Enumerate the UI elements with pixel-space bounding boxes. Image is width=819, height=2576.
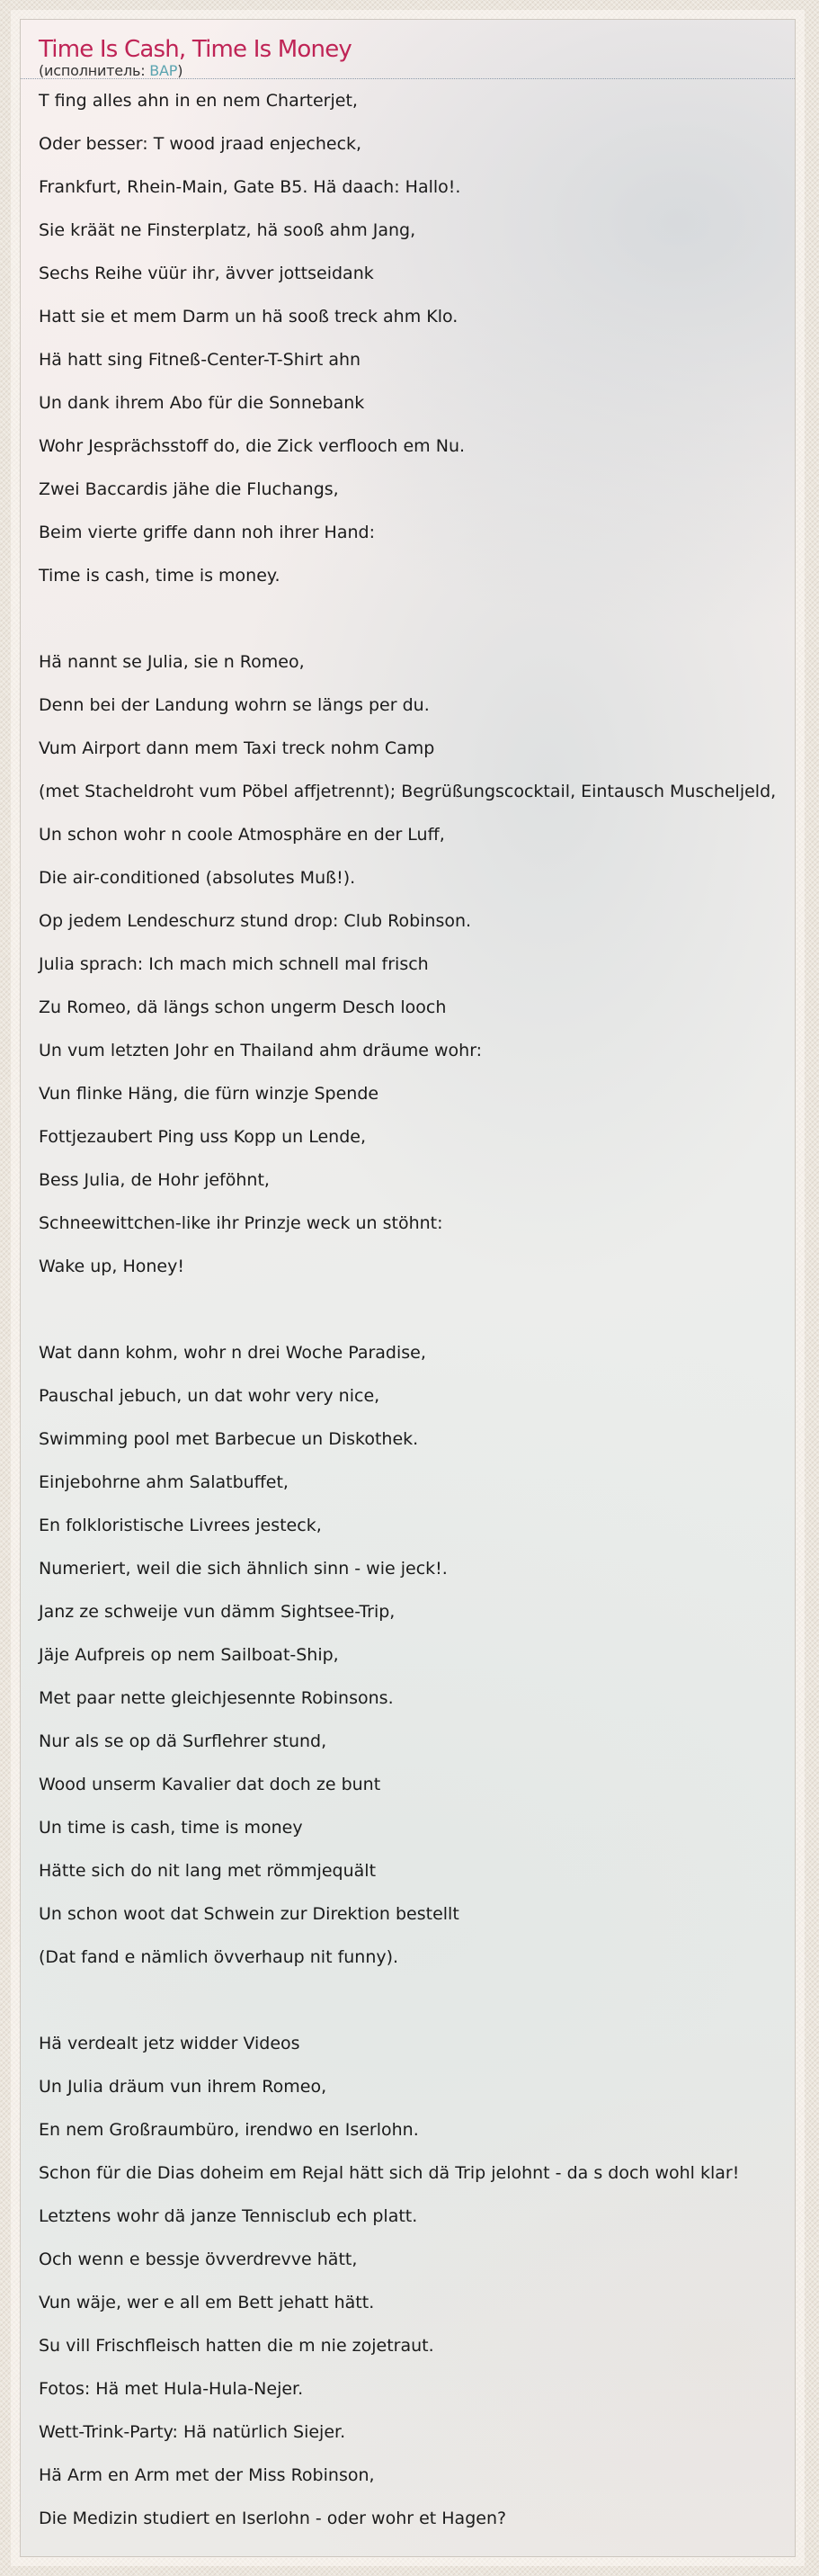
lyric-line: Un dank ihrem Abo für die Sonnebank — [39, 393, 365, 413]
lyric-line: Un vum letzten Johr en Thailand ahm dräume wohr: — [39, 1041, 483, 1060]
lyric-line: Hä verdealt jetz widder Videos — [39, 2034, 300, 2053]
lyric-line: Un schon woot dat Schwein zur Direktion bestellt — [39, 1904, 459, 1924]
lyric-line: Jäje Aufpreis op nem Sailboat-Ship, — [39, 1645, 339, 1665]
lyric-line: Time is cash, time is money. — [39, 566, 280, 586]
lyric-line: Vum Airport dann mem Taxi treck nohm Camp — [39, 738, 435, 758]
lyric-line: Met paar nette gleichjesennte Robinsons. — [39, 1688, 394, 1708]
lyric-line: Och wenn e bessje övverdrevve hätt, — [39, 2250, 358, 2269]
lyric-line: Letztens wohr dä janze Tennisclub ech platt. — [39, 2206, 418, 2226]
lyric-line: Su vill Frischfleisch hatten die m nie zojetraut. — [39, 2336, 434, 2356]
lyric-line: Oder besser: T wood jraad enjecheck, — [39, 134, 362, 154]
song-header — [21, 20, 795, 79]
lyric-line: En folkloristische Livrees jesteck, — [39, 1516, 322, 1535]
lyric-line: Schon für die Dias doheim em Rejal hätt sich dä Trip jelohnt - da s doch wohl klar! — [39, 2163, 740, 2183]
stanza-gap — [39, 1979, 795, 2022]
lyric-line: Hätte sich do nit lang met römmjequält — [39, 1861, 377, 1881]
lyric-line: Julia sprach: Ich mach mich schnell mal frisch — [39, 954, 429, 974]
artist-line — [39, 63, 782, 78]
lyric-line: Wake up, Honey! — [39, 1257, 184, 1276]
lyric-line: Fotos: Hä met Hula-Hula-Nejer. — [39, 2379, 304, 2399]
stanza-gap — [39, 597, 795, 640]
lyric-line: Sie kräät ne Finsterplatz, hä sooß ahm Jang, — [39, 220, 416, 240]
lyric-line: Un schon wohr n coole Atmosphäre en der Luff, — [39, 825, 445, 845]
lyric-line: Die air-conditioned (absolutes Muß!). — [39, 868, 356, 888]
lyric-line: Hä nannt se Julia, sie n Romeo, — [39, 652, 305, 672]
lyric-line: Op jedem Lendeschurz stund drop: Club Robinson. — [39, 911, 472, 931]
lyric-line: Schneewittchen-like ihr Prinzje weck un stöhnt: — [39, 1213, 443, 1233]
lyric-line: Wohr Jesprächsstoff do, die Zick verflooch em Nu. — [39, 436, 466, 456]
lyrics-card — [20, 19, 796, 2557]
lyric-line: Un Julia dräum vun ihrem Romeo, — [39, 2077, 327, 2097]
lyric-line: Hä Arm en Arm met der Miss Robinson, — [39, 2465, 375, 2485]
lyric-line: Un time is cash, time is money — [39, 1818, 303, 1838]
lyric-line: Einjebohrne ahm Salatbuffet, — [39, 1472, 289, 1492]
artist-suffix: ) — [177, 62, 183, 79]
lyric-line: Pauschal jebuch, un dat wohr very nice, — [39, 1386, 380, 1406]
lyric-line: Sechs Reihe vüür ihr, ävver jottseidank — [39, 264, 374, 283]
lyric-line: T fing alles ahn in en nem Charterjet, — [39, 91, 358, 111]
lyric-line: Nur als se op dä Surflehrer stund, — [39, 1731, 327, 1751]
lyric-line: Wat dann kohm, wohr n drei Woche Paradise, — [39, 1343, 426, 1363]
lyric-line: Numeriert, weil die sich ähnlich sinn - wie jeck!. — [39, 1559, 448, 1579]
lyrics — [21, 79, 795, 2556]
lyric-line: Fottjezaubert Ping uss Kopp un Lende, — [39, 1127, 366, 1147]
lyric-line: (Dat fand e nämlich övverhaup nit funny). — [39, 1947, 399, 1967]
lyric-line: Vun wäje, wer e all em Bett jehatt hätt. — [39, 2293, 375, 2312]
lyric-line: (met Stacheldroht vum Pöbel affjetrennt); Begrüßungscocktail, Eintausch Muscheljeld, — [39, 782, 777, 801]
artist-label: (исполнитель: — [39, 62, 150, 79]
lyric-line: Swimming pool met Barbecue un Diskothek. — [39, 1429, 419, 1449]
song-title: Time Is Cash, Time Is Money — [39, 36, 352, 63]
lyric-line: Frankfurt, Rhein-Main, Gate B5. Hä daach: Hallo!. — [39, 177, 461, 197]
lyric-line: Die Medizin studiert en Iserlohn - oder wohr et Hagen? — [39, 2509, 507, 2528]
artist-link[interactable]: BAP — [149, 62, 178, 79]
lyric-line: Wood unserm Kavalier dat doch ze bunt — [39, 1775, 381, 1794]
lyric-line: Zwei Baccardis jähe die Fluchangs, — [39, 479, 339, 499]
stanza-gap — [39, 1288, 795, 1331]
lyric-line: Janz ze schweije vun dämm Sightsee-Trip, — [39, 1602, 396, 1622]
lyric-line: Denn bei der Landung wohrn se längs per du. — [39, 695, 430, 715]
lyric-line: Vun flinke Häng, die fürn winzje Spende — [39, 1084, 379, 1104]
lyric-line: En nem Großraumbüro, irendwo en Iserlohn. — [39, 2120, 419, 2140]
lyric-line: Beim vierte griffe dann noh ihrer Hand: — [39, 523, 375, 542]
lyric-line: Hatt sie et mem Darm un hä sooß treck ahm Klo. — [39, 307, 458, 326]
lyric-line: Zu Romeo, dä längs schon ungerm Desch looch — [39, 997, 447, 1017]
lyric-line: Bess Julia, de Hohr jeföhnt, — [39, 1170, 270, 1190]
lyric-line: Hä hatt sing Fitneß-Center-T-Shirt ahn — [39, 350, 361, 370]
lyric-line: Wett-Trink-Party: Hä natürlich Siejer. — [39, 2422, 346, 2442]
